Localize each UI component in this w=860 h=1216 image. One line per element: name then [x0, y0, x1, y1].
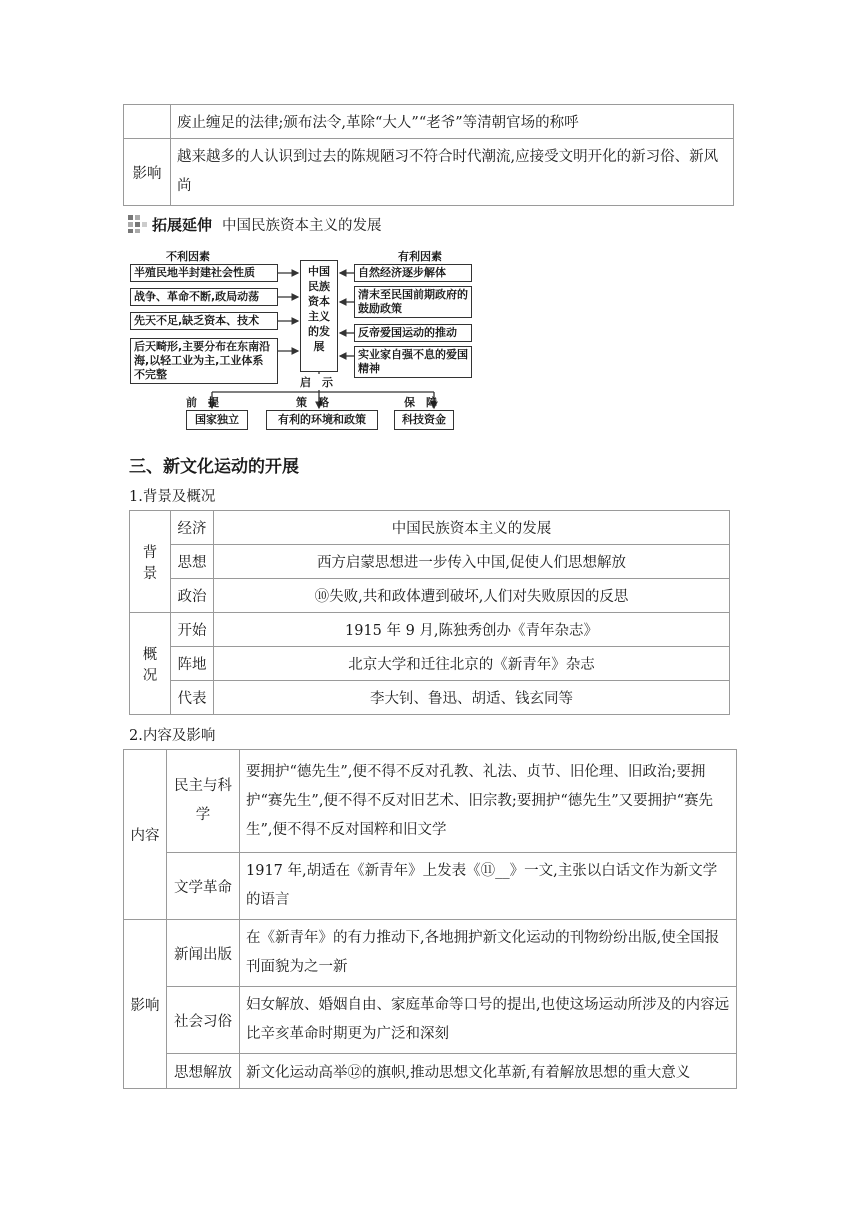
content-impact-table: [123, 749, 737, 1089]
row-key: 阵地: [171, 647, 214, 681]
extension-title: 中国民族资本主义的发展: [222, 217, 382, 234]
subheading-content: 2.内容及影响: [129, 728, 216, 744]
extension-heading: [128, 212, 382, 236]
section-heading: 三、新文化运动的开展: [129, 457, 299, 477]
grid-icon: [128, 215, 148, 233]
left-header: 不利因素: [166, 250, 210, 263]
right-item: 清末至民国前期政府的鼓励政策: [354, 286, 472, 318]
left-item: 先天不足,缺乏资本、技术: [130, 312, 278, 330]
top-table-row2-text: 越来越多的人认识到过去的陈规陋习不符合时代潮流,应接受文明开化的新习俗、新风尚: [171, 139, 734, 206]
row-value: ⑩失败,共和政体遭到破坏,人们对失败原因的反思: [214, 579, 730, 613]
inspire-label: 启 示: [300, 376, 333, 389]
group-label: 内容: [124, 750, 167, 920]
center-box: 中国民族资本主义的发展: [300, 260, 338, 372]
group-label: 影响: [124, 920, 167, 1089]
row-key: 社会习俗: [167, 987, 240, 1054]
background-table: [129, 510, 730, 715]
bottom-item: 有利的环境和政策: [266, 410, 378, 430]
row-value: 在《新青年》的有力推动下,各地拥护新文化运动的刊物纷纷出版,使全国报刊面貌为之一新: [240, 920, 737, 987]
row-value: 要拥护“德先生”,便不得不反对孔教、礼法、贞节、旧伦理、旧政治;要拥护“赛先生”,便不得不反对旧艺术、旧宗教;要拥护“德先生”又要拥护“赛先生”,便不得不反对国粹和旧文学: [240, 750, 737, 853]
branch-label: 前 提: [186, 396, 219, 409]
row-value: 1915 年 9 月,陈独秀创办《青年杂志》: [214, 613, 730, 647]
right-item: 自然经济逐步解体: [354, 264, 472, 282]
row-key: 经济: [171, 511, 214, 545]
group-label: 背景: [130, 511, 171, 613]
bottom-item: 国家独立: [186, 410, 248, 430]
row-value: 李大钊、鲁迅、胡适、钱玄同等: [214, 681, 730, 715]
top-table: [123, 104, 734, 206]
extension-tag: 拓展延伸: [152, 215, 213, 234]
right-item: 实业家自强不息的爱国精神: [354, 346, 472, 378]
row-value: 妇女解放、婚姻自由、家庭革命等口号的提出,也使这场运动所涉及的内容远比辛亥革命时期更为广泛和深刻: [240, 987, 737, 1054]
row-key: 政治: [171, 579, 214, 613]
left-item: 战争、革命不断,政局动荡: [130, 288, 278, 306]
top-table-row2-label: 影响: [124, 139, 171, 206]
row-key: 代表: [171, 681, 214, 715]
row-value: 新文化运动高举⑫的旗帜,推动思想文化革新,有着解放思想的重大意义: [240, 1054, 737, 1089]
right-item: 反帝爱国运动的推动: [354, 324, 472, 342]
bottom-item: 科技资金: [394, 410, 454, 430]
row-key: 开始: [171, 613, 214, 647]
right-header: 有利因素: [398, 250, 442, 263]
capitalism-diagram: [128, 246, 468, 432]
row-key: 思想: [171, 545, 214, 579]
left-item: 后天畸形,主要分布在东南沿海,以轻工业为主,工业体系不完整: [130, 338, 278, 384]
branch-label: 策 略: [296, 396, 329, 409]
top-table-row1-text: 废止缠足的法律;颁布法令,革除“大人”“老爷”等清朝官场的称呼: [171, 105, 734, 139]
left-item: 半殖民地半封建社会性质: [130, 264, 278, 282]
row-key: 思想解放: [167, 1054, 240, 1089]
row-value: 中国民族资本主义的发展: [214, 511, 730, 545]
branch-label: 保 障: [404, 396, 437, 409]
row-key: 新闻出版: [167, 920, 240, 987]
row-value: 北京大学和迁往北京的《新青年》杂志: [214, 647, 730, 681]
top-table-empty-label: [124, 105, 171, 139]
row-key: 文学革命: [167, 853, 240, 920]
row-value: 1917 年,胡适在《新青年》上发表《⑪__》一文,主张以白话文作为新文学的语言: [240, 853, 737, 920]
row-key: 民主与科学: [167, 750, 240, 853]
row-value: 西方启蒙思想进一步传入中国,促使人们思想解放: [214, 545, 730, 579]
group-label: 概况: [130, 613, 171, 715]
subheading-background: 1.背景及概况: [129, 489, 216, 505]
